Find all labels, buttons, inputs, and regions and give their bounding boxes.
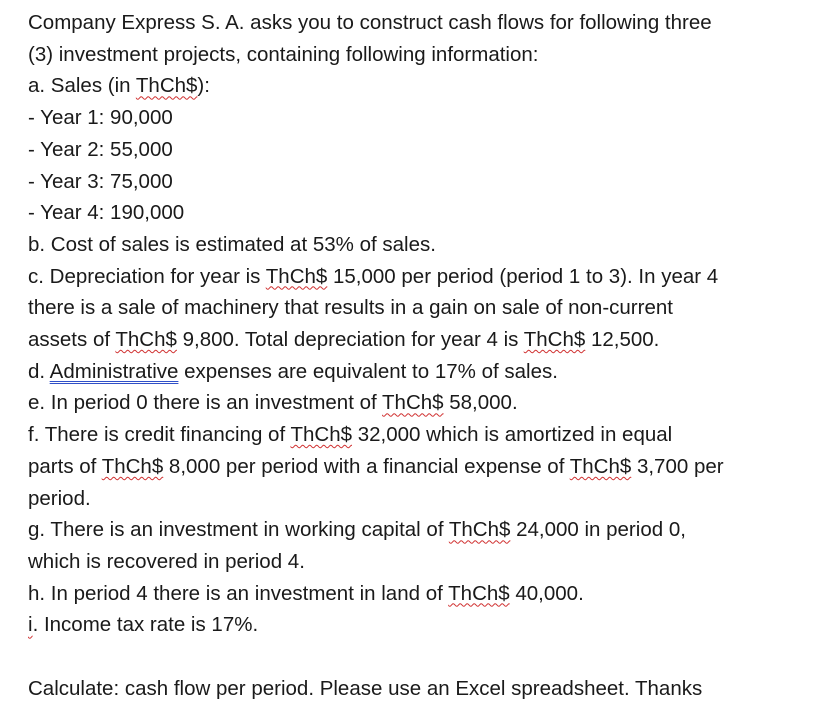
spellcheck-flagged-word: ThCh$ xyxy=(382,391,444,415)
text-line xyxy=(28,673,818,705)
text-segment: . Income tax rate is 17%. xyxy=(32,613,259,637)
text-line xyxy=(28,197,818,229)
text-segment: Company Express S. A. asks you to construct cash flows for following three xyxy=(28,11,712,34)
text-segment: b. Cost of sales is estimated at 53% of sales. xyxy=(28,232,436,256)
text-line xyxy=(28,546,818,578)
spellcheck-flagged-word: ThCh$ xyxy=(265,264,328,288)
text-segment: expenses are equivalent to 17% of sales. xyxy=(178,359,558,383)
spellcheck-flagged-word: ThCh$ xyxy=(115,328,177,352)
text-segment: (3) investment projects, containing following information: xyxy=(28,42,539,66)
spellcheck-flagged-word: ThCh$ xyxy=(448,581,510,605)
text-segment: 32,000 which is amortized in equal xyxy=(352,423,673,447)
spellcheck-flagged-word: ThCh$ xyxy=(290,423,352,447)
document-text xyxy=(28,7,818,704)
text-segment: d. xyxy=(28,359,50,383)
text-line xyxy=(28,70,818,102)
spellcheck-flagged-word: ThCh$ xyxy=(448,518,511,542)
text-line xyxy=(28,578,818,610)
text-segment: there is a sale of machinery that results in a gain on sale of non-current xyxy=(28,296,673,320)
spellcheck-flagged-word: i xyxy=(28,613,33,637)
text-segment: 58,000. xyxy=(443,391,518,415)
text-line xyxy=(28,324,818,356)
text-line xyxy=(28,261,818,293)
text-line xyxy=(28,39,818,71)
text-segment: c. Depreciation for year is xyxy=(28,264,266,288)
text-line xyxy=(28,134,818,166)
text-line xyxy=(28,387,818,419)
text-line xyxy=(28,483,818,515)
text-segment: - Year 4: 190,000 xyxy=(28,201,185,225)
text-segment: 24,000 in period 0, xyxy=(510,518,686,542)
text-line xyxy=(28,229,818,261)
text-segment: 40,000. xyxy=(509,581,584,605)
text-segment: 3,700 per xyxy=(631,454,724,478)
spellcheck-flagged-word: ThCh$ xyxy=(569,454,632,478)
text-segment: e. In period 0 there is an investment of xyxy=(28,391,383,415)
text-segment: g. There is an investment in working capital of xyxy=(28,518,449,542)
text-segment: period. xyxy=(28,486,91,510)
text-segment: - Year 2: 55,000 xyxy=(28,137,173,161)
text-segment: 12,500. xyxy=(585,328,660,352)
text-segment: - Year 3: 75,000 xyxy=(28,169,173,193)
text-line xyxy=(28,514,818,546)
text-segment: - Year 1: 90,000 xyxy=(28,106,173,130)
spellcheck-flagged-word: ThCh$ xyxy=(101,454,164,478)
text-segment: f. There is credit financing of xyxy=(28,423,291,447)
spellcheck-flagged-word: ThCh$ xyxy=(135,74,198,98)
text-line xyxy=(28,7,818,39)
text-segment: 8,000 per period with a financial expense of xyxy=(163,454,570,478)
text-segment: parts of xyxy=(28,454,102,478)
text-line xyxy=(28,419,818,451)
grammar-flagged-word: Administrative xyxy=(49,359,179,383)
blank-line xyxy=(28,641,818,673)
text-line xyxy=(28,356,818,388)
text-line xyxy=(28,292,818,324)
text-line xyxy=(28,609,818,641)
text-segment: a. Sales (in xyxy=(28,74,136,98)
text-segment: ): xyxy=(197,74,210,98)
text-line xyxy=(28,166,818,198)
text-line xyxy=(28,102,818,134)
text-line xyxy=(28,451,818,483)
text-segment: which is recovered in period 4. xyxy=(28,549,305,573)
text-segment: 15,000 per period (period 1 to 3). In year 4 xyxy=(327,264,719,288)
spellcheck-flagged-word: ThCh$ xyxy=(523,328,586,352)
text-segment: assets of xyxy=(28,328,116,352)
text-segment: Calculate: cash flow per period. Please use an Excel spreadsheet. Thanks xyxy=(28,676,703,700)
text-segment: 9,800. Total depreciation for year 4 is xyxy=(176,328,524,352)
text-segment: h. In period 4 there is an investment in land of xyxy=(28,581,449,605)
